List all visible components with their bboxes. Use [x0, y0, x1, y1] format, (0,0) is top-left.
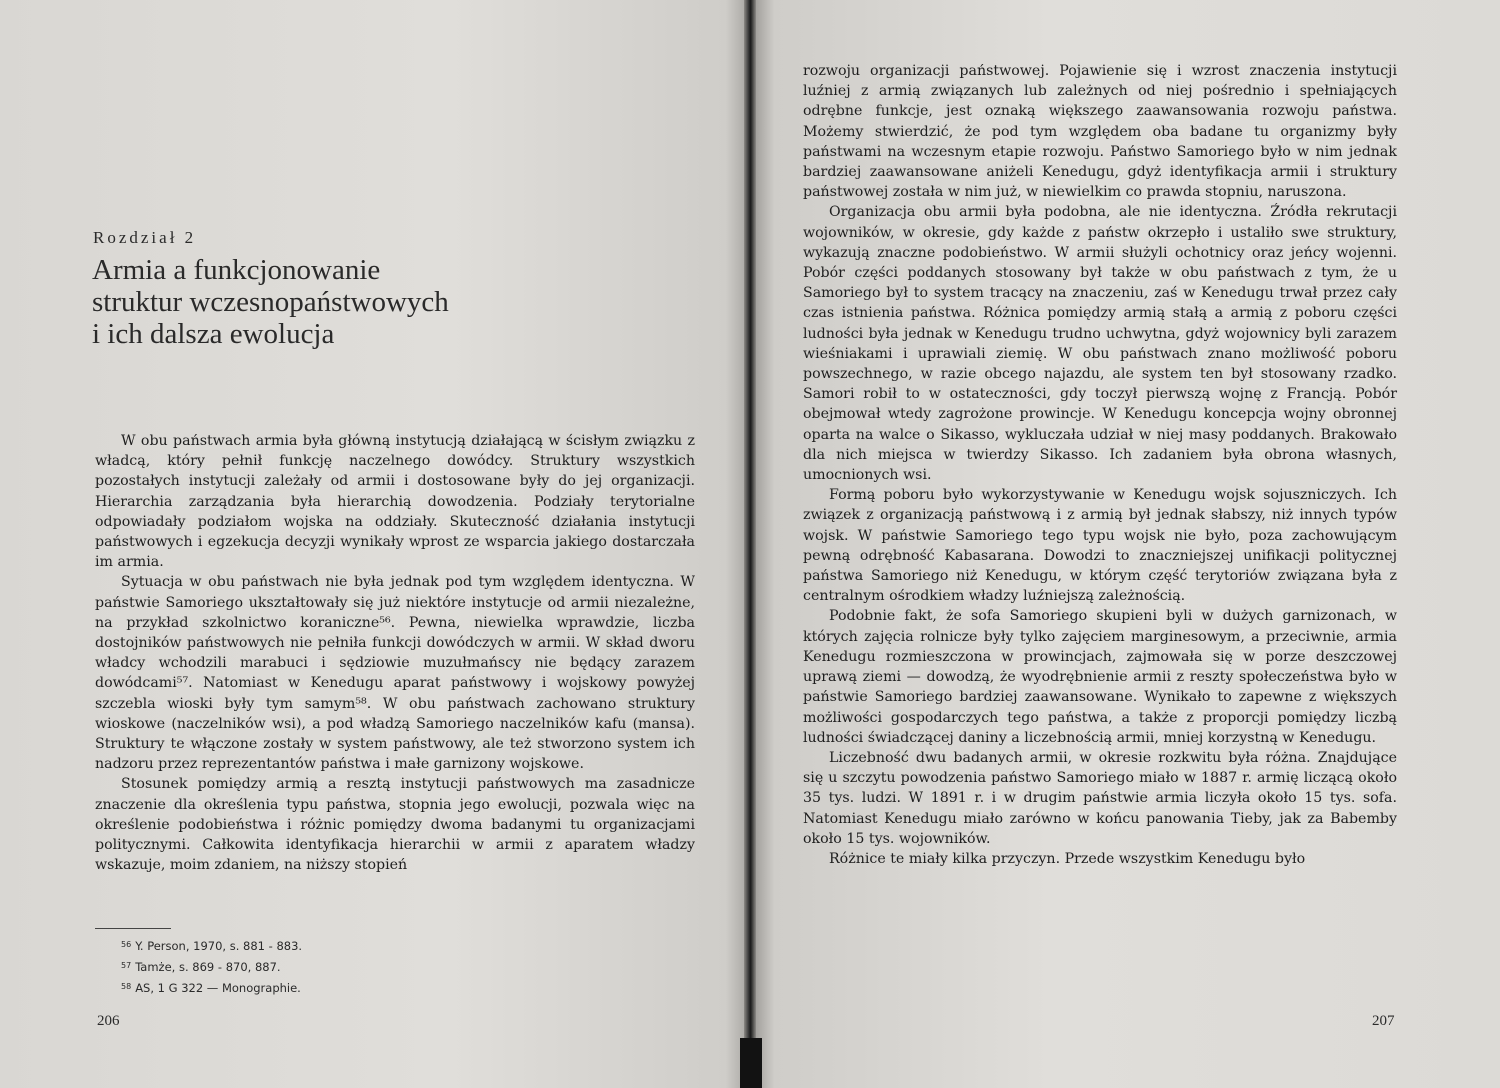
chapter-label: Rozdział 2	[93, 228, 197, 247]
right-body-text	[803, 61, 1397, 869]
footnote-text: Tamże, s. 869 - 870, 887.	[135, 960, 281, 974]
chapter-title-line: i ich dalsza ewolucja	[92, 318, 335, 350]
chapter-title	[92, 254, 522, 350]
paragraph: Sytuacja w obu państwach nie była jednak pod tym względem identyczna. W państwie Samoriego ukształtowały się już niektóre instytucje od armii niezależne, na przykład szkolnictwo koraniczne⁵⁶. Pewna, niewielka wprawdzie, liczba dostojników państwowych nie pełniła funkcji dowódczych w armii. W skład dworu władcy wchodzili marabuci i sędziowie muzułmańscy nie będący zarazem dowódcami⁵⁷. Natomiast w Kenedugu aparat państwowy i wojskowy powyżej szczebla wioski były tym samym⁵⁸. W obu państwach zachowano struktury wioskowe (naczelników wsi), a pod władzą Samoriego naczelników kafu (mansa). Struktury te włączone zostały w system państwowy, ale też stworzono system ich nadzoru przez reprezentantów państwa i małe garnizony wojskowe.	[95, 574, 695, 773]
page-number-right: 207	[1372, 1013, 1395, 1029]
paragraph: Liczebność dwu badanych armii, w okresie rozkwitu była różna. Znajdujące się u szczytu powodzenia państwo Samoriego miało w 1887 r. armię liczącą około 35 tys. ludzi. W 1891 r. i w drugim państwie armia liczyła około 15 tys. sofa. Natomiast Kenedugu miało zarówno w końcu panowania Tieby, jak za Babemby około 15 tys. wojowników.	[803, 749, 1397, 847]
paragraph: Formą poboru było wykorzystywanie w Kenedugu wojsk sojuszniczych. Ich związek z organizacją państwową i z armią był jednak słabszy, niż innych typów wojsk. W państwie Samoriego tego typu wojsk nie było, poza zachowującym pewną odrębność Kabasarana. Dowodzi to znaczniejszej unifikacji politycznej państwa Samoriego niż Kenedugu, w którym część terytoriów związana była z centralnym ośrodkiem władzy luźniejszą zależnością.	[803, 487, 1397, 605]
spine-shadow	[740, 1038, 762, 1088]
footnote	[121, 977, 521, 998]
paragraph: Różnice te miały kilka przyczyn. Przede wszystkim Kenedugu było	[829, 850, 1306, 867]
footnote	[121, 956, 521, 977]
paragraph: Organizacja obu armii była podobna, ale nie identyczna. Źródła rekrutacji wojowników, w okresie, gdy każde z państw okrzepło i ustaliło swe struktury, wykazują znaczne podobieństwo. W armii służyli ochotnicy oraz jeńcy wojenni. Pobór części poddanych stosowany był także w obu państwach z tym, że u Samoriego był to system tracący na znaczeniu, zaś w Kenedugu trwał przez cały czas istnienia państwa. Różnica pomiędzy armią stałą a armią z poboru części ludności była jednak w Kenedugu trudno uchwytna, gdyż wojownicy byli zarazem wieśniakami i uprawiali ziemię. W obu państwach znano możliwość poboru powszechnego, w razie obcego najazdu, ale system ten był stosowany rzadko. Samori robił to w ostateczności, gdy toczył pierwszą wojnę z Francją. Pobór obejmował wtedy zagrożone prowincje. W Kenedugu koncepcja wojny obronnej oparta na walce o Sikasso, wykluczała udział w niej masy poddanych. Brakowało dla nich miejsca w twierdzy Sikasso. Ich zadaniem była obrona własnych, umocnionych wsi.	[803, 204, 1397, 484]
right-page	[752, 0, 1500, 1088]
chapter-title-line: struktur wczesnopaństwowych	[92, 286, 449, 318]
paragraph: rozwoju organizacji państwowej. Pojawienie się i wzrost znaczenia instytucji luźniej z armią związanych lub zależnych od niej pośrednio i spełniających odrębne funkcje, jest oznaką większego zaawansowania rozwoju państwa. Możemy stwierdzić, że pod tym względem oba badane tu organizmy były państwami na wczesnym etapie rozwoju. Państwo Samoriego było w nim jednak bardziej zaawansowane aniżeli Kenedugu, gdyż identyfikacja armii i struktury państwowej została w nim już, w niewielkim co prawda stopniu, naruszona.	[803, 63, 1397, 201]
page-number-left: 206	[97, 1013, 120, 1029]
paragraph: Stosunek pomiędzy armią a resztą instytucji państwowych ma zasadnicze znaczenie dla określenia typu państwa, stopnia jego ewolucji, pozwala więc na określenie podobieństwa i różnic pomiędzy dwoma badanymi tu organizacjami politycznymi. Całkowita identyfikacja hierarchii w armii z aparatem władzy wskazuje, moim zdaniem, na niższy stopień	[95, 776, 695, 874]
footnote-text: Y. Person, 1970, s. 881 - 883.	[135, 939, 303, 953]
left-body-text	[95, 431, 695, 875]
footnote-divider	[95, 928, 171, 929]
paragraph: W obu państwach armia była główną instytucją działającą w ścisłym związku z władcą, który pełnił funkcję naczelnego dowódcy. Struktury wszystkich pozostałych instytucji zależały od armii i dostosowane były do jej organizacji. Hierarchia zarządzania była hierarchią dowodzenia. Podziały terytorialne odpowiadały podziałom wojska na oddziały. Skuteczność działania instytucji państwowych i egzekucja decyzji wynikały wprost ze wsparcia jakiego dostarczała im armia.	[95, 433, 695, 571]
footnote	[121, 935, 521, 956]
footnote-number: 56	[121, 940, 132, 949]
chapter-title-line: Armia a funkcjonowanie	[92, 254, 381, 286]
footnote-text: AS, 1 G 322 — Monographie.	[135, 981, 301, 995]
book-spine	[744, 0, 756, 1088]
bleed-through-text	[100, 62, 425, 104]
footnote-number: 58	[121, 982, 132, 991]
paragraph: Podobnie fakt, że sofa Samoriego skupieni byli w dużych garnizonach, w których zajęcia rolnicze były tylko zajęciem marginesowym, a przeciwnie, armia Kenedugu rozmieszczona w prowincjach, zajmowała się w porze deszczowej uprawą ziemi — dowodzą, że wyodrębnienie armii z reszty społeczeństwa było w państwie Samoriego bardziej zaawansowane. Wynikało to zapewne z większych możliwości gospodarczych tego państwa, a także z proporcji pomiędzy liczbą ludności świadczącej daniny a liczebnością armii, mniej korzystną w Kenedugu.	[803, 608, 1397, 746]
footnote-number: 57	[121, 961, 132, 970]
left-page	[0, 0, 748, 1088]
footnotes	[121, 935, 521, 998]
